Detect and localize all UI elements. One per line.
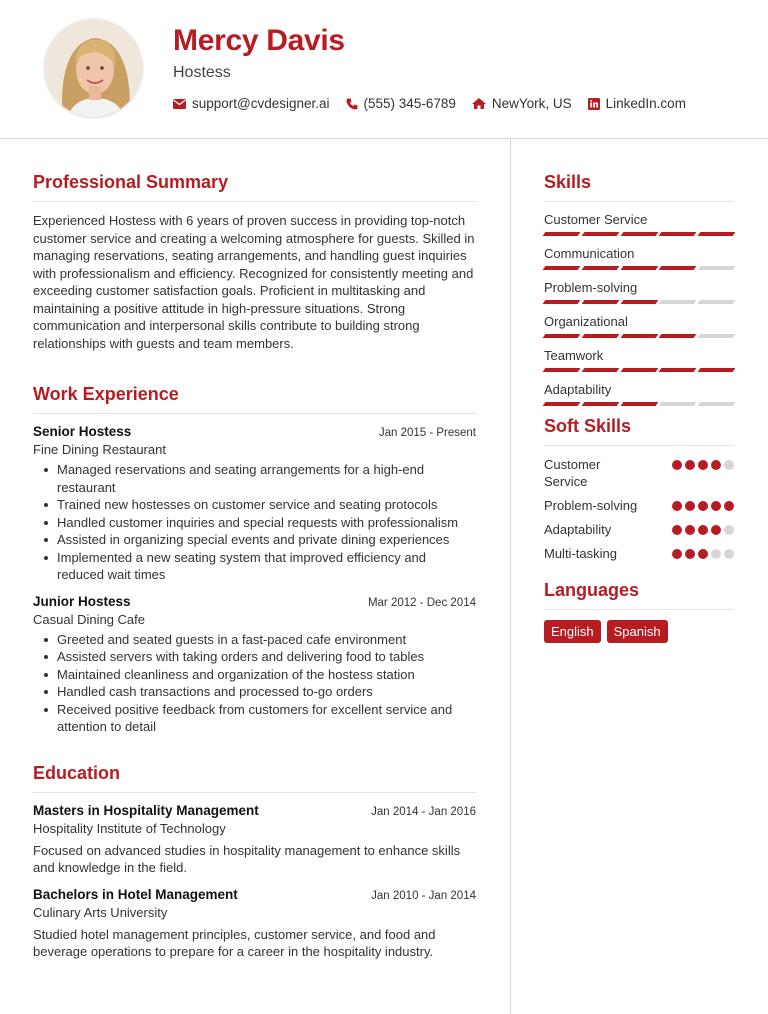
experience-section [33,384,476,736]
contact-phone[interactable] [346,96,456,111]
skill-level-bar [544,266,734,270]
skill-level-segment [543,300,581,304]
skill-level-segment [698,300,736,304]
job-entry [33,594,476,736]
job-org: Fine Dining Restaurant [33,442,166,457]
skill-level-segment [543,232,581,236]
rating-dot [724,460,734,470]
skill-level-segment [698,232,736,236]
skill-level-segment [620,300,658,304]
linkedin-icon [588,98,600,110]
summary-title: Professional Summary [33,172,476,202]
rating-dot [698,549,708,559]
education-desc: Focused on advanced studies in hospitality management to enhance skills and knowledge in the field. [33,842,461,875]
soft-skill-row [544,497,734,514]
skill-level-segment [581,232,619,236]
rating-dot [672,460,682,470]
education-desc: Studied hotel management principles, customer service, and food and beverage operations to prepare for a career in the hospitality industry. [33,926,436,959]
rating-dot [711,501,721,511]
phone-icon [346,98,358,110]
list-item: Handled cash transactions and processed to-go orders [33,683,476,701]
soft-skills-section [544,416,734,562]
skill-level-segment [620,266,658,270]
main-column [33,172,476,961]
summary-text: Experienced Hostess with 6 years of proven success in providing top-notch customer service and creating a welcoming atmosphere for guests. Skilled in managing reservations, seating arrangements, and handling guest inquiries with professionalism and efficiency. Recognized for consistently meeting and exceeding customer satisfaction goals. Proficient in multitasking and maintaining a positive attitude in high-pressure situations. Strong communication and interpersonal skills contribute to building strong relationships with guests and team members. [33,213,475,351]
rating-dot [724,549,734,559]
skill-level-segment [698,368,736,372]
education-entry [33,803,476,877]
rating-dot [711,549,721,559]
skill-level-segment [698,334,736,338]
contact-email-text: support@cvdesigner.ai [192,96,330,111]
soft-skill-rating [672,456,734,470]
contact-email[interactable] [173,96,330,111]
skill-level-segment [543,334,581,338]
soft-skill-name: Customer Service [544,457,601,489]
soft-skill-name: Adaptability [544,522,612,537]
skill-level-segment [659,232,697,236]
soft-skill-row [544,456,734,490]
job-date: Mar 2012 - Dec 2014 [367,596,476,609]
skill-level-segment [620,232,658,236]
language-tags [544,620,734,643]
profile-photo [45,20,144,119]
soft-skill-rating [672,521,734,535]
skill-level-segment [659,300,697,304]
skill-level-segment [659,266,697,270]
rating-dot [698,501,708,511]
home-icon [472,98,486,109]
degree-title: Bachelors in Hotel Management [33,886,238,902]
candidate-name: Mercy Davis [173,24,345,57]
skill-level-segment [543,368,581,372]
skill-level-bar [544,368,734,372]
rating-dot [711,460,721,470]
skill-level-segment [659,402,697,406]
skill-name: Customer Service [544,212,648,227]
skill-level-segment [620,402,658,406]
summary-section [33,172,476,352]
contact-linkedin-text: LinkedIn.com [605,96,686,111]
job-title: Senior Hostess [33,424,132,439]
rating-dot [698,525,708,535]
soft-skills-list [544,456,734,562]
skill-level-segment [581,402,619,406]
list-item: Received positive feedback from customers for excellent service and attention to detail [33,701,476,736]
rating-dot [672,549,682,559]
language-tag: Spanish [607,620,668,643]
job-entry [33,424,476,584]
rating-dot [672,501,682,511]
rating-dot [724,501,734,511]
school-name: Hospitality Institute of Technology [33,820,226,836]
rating-dot [711,525,721,535]
side-column [544,172,734,643]
skill-level-segment [581,368,619,372]
list-item: Implemented a new seating system that improved efficiency and reduced wait times [33,549,476,584]
degree-title: Masters in Hospitality Management [33,802,259,818]
job-bullets [33,461,476,584]
contact-location [472,96,572,111]
rating-dot [724,525,734,535]
list-item: Handled customer inquiries and special requests with professionalism [33,514,476,532]
skill-level-bar [544,402,734,406]
experience-title: Work Experience [33,384,476,414]
list-item: Assisted servers with taking orders and delivering food to tables [33,648,476,666]
resume-header [0,0,768,139]
skill-level-segment [620,334,658,338]
contact-phone-text: (555) 345-6789 [363,96,456,111]
skill-name: Organizational [544,314,628,329]
education-section [33,763,476,961]
candidate-role: Hostess [173,64,231,81]
envelope-icon [173,99,186,109]
language-tag: English [544,620,601,643]
soft-skill-rating [672,545,734,559]
job-title: Junior Hostess [33,593,131,609]
rating-dot [685,460,695,470]
skill-level-segment [659,368,697,372]
soft-skill-name: Multi-tasking [544,546,617,561]
rating-dot [672,525,682,535]
skill-level-segment [543,266,581,270]
list-item: Assisted in organizing special events and private dining experiences [33,531,476,549]
list-item: Maintained cleanliness and organization of the hostess station [33,666,476,684]
soft-skill-name: Problem-solving [544,498,638,513]
job-bullets [33,631,476,736]
job-org: Casual Dining Cafe [33,611,146,627]
education-date: Jan 2010 - Jan 2014 [371,889,476,902]
skill-level-segment [698,266,736,270]
contact-linkedin[interactable] [588,96,686,111]
soft-skill-row [544,545,734,562]
skill-level-segment [581,334,619,338]
skill-level-bar [544,300,734,304]
rating-dot [685,501,695,511]
skill-level-bar [544,232,734,236]
skills-list [544,212,734,406]
avatar [43,18,144,119]
skill-name: Teamwork [544,348,604,363]
languages-title: Languages [544,580,734,610]
soft-skill-rating [672,497,734,511]
skill-level-segment [581,300,619,304]
list-item: Trained new hostesses on customer service and seating protocols [33,496,476,514]
rating-dot [685,525,695,535]
skill-level-segment [581,266,619,270]
skill-level-segment [659,334,697,338]
soft-skill-row [544,521,734,538]
languages-section [544,580,734,643]
skill-level-segment [620,368,658,372]
job-date: Jan 2015 - Present [378,427,476,439]
skills-section [544,172,734,406]
rating-dot [685,549,695,559]
school-name: Culinary Arts University [33,904,168,920]
list-item: Managed reservations and seating arrangements for a high-end restaurant [33,461,476,496]
skill-name: Adaptability [544,382,612,397]
contact-location-text: NewYork, US [491,96,572,111]
skill-level-segment [543,402,581,406]
soft-skills-title: Soft Skills [544,416,734,446]
contact-list [173,96,686,111]
skills-title: Skills [544,172,734,202]
rating-dot [698,460,708,470]
skill-name: Problem-solving [544,280,638,295]
list-item: Greeted and seated guests in a fast-paced cafe environment [33,631,476,649]
education-title: Education [33,763,476,793]
skill-level-segment [698,402,736,406]
education-date: Jan 2014 - Jan 2016 [371,805,476,818]
column-divider [510,139,511,1014]
education-entry [33,887,476,961]
skill-level-bar [544,334,734,338]
skill-name: Communication [544,246,635,261]
